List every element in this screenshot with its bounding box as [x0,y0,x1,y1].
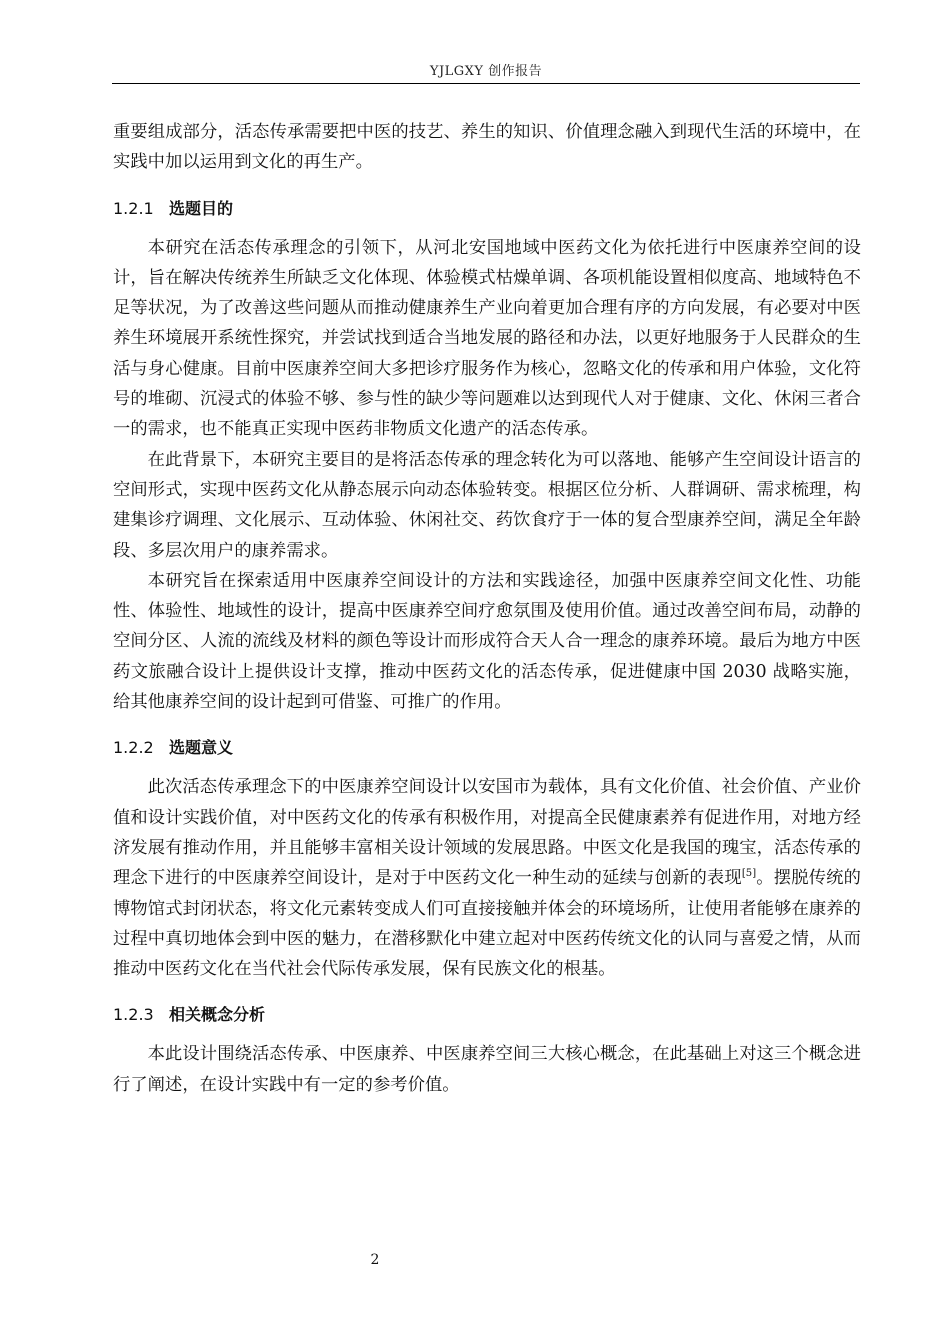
page-number: 2 [370,1252,380,1268]
paragraph-text: 。摆脱传统的博物馆式封闭状态，将文化元素转变成人们可直接接触并体会的环境场所，让使用者能够在康养的过程中真切地体会到中医的魅力，在潜移默化中建立起对中医药传统文化的认同与喜爱之情，从而推动中医药文化在当代社会代际传承发展，保有民族文化的根基。 [113,868,861,980]
paragraph-continued: 重要组成部分，活态传承需要把中医的技艺、养生的知识、价值理念融入到现代生活的环境中，在实践中加以运用到文化的再生产。 [113,122,861,173]
paragraph [113,772,861,984]
paragraph: 本研究在活态传承理念的引领下，从河北安国地域中医药文化为依托进行中医康养空间的设计，旨在解决传统养生所缺乏文化体现、体验模式枯燥单调、各项机能设置相似度高、地域特色不足等状况，为了改善这些问题从而推动健康养生产业向着更加合理有序的方向发展，有必要对中医养生环境展开系统性探究，并尝试找到适合当地发展的路径和办法，以更好地服务于人民群众的生活与身心健康。目前中医康养空间大多把诊疗服务作为核心，忽略文化的传承和用户体验，文化符号的堆砌、沉浸式的体验不够、参与性的缺少等问题难以达到现代人对于健康、文化、休闲三者合一的需求，也不能真正实现中医药非物质文化遗产的活态传承。 [113,237,861,440]
section-heading-1-2-2 [113,733,861,763]
section-heading-1-2-3 [113,1000,861,1030]
document-body [113,117,861,1100]
page-header: YJLGXY 创作报告 [429,64,543,79]
section-number: 1.2.3 [113,1005,154,1025]
citation-reference: [5] [741,868,757,880]
section-number: 1.2.2 [113,738,154,758]
paragraph: 本研究旨在探索适用中医康养空间设计的方法和实践途径，加强中医康养空间文化性、功能性、体验性、地域性的设计，提高中医康养空间疗愈氛围及使用价值。通过改善空间布局，动静的空间分区、人流的流线及材料的颜色等设计而形成符合天人合一理念的康养环境。最后为地方中医药文旅融合设计上提供设计支撑，推动中医药文化的活态传承，促进健康中国 2030 战略实施，给其他康养空间的设计起到可借鉴、可推广的作用。 [113,570,861,713]
section-title: 选题目的 [169,198,234,218]
section-heading-1-2-1 [113,194,861,224]
header-rule [112,83,860,84]
section-number: 1.2.1 [113,198,154,218]
paragraph-text: 此次活态传承理念下的中医康养空间设计以安国市为载体，具有文化价值、社会价值、产业价值和设计实践价值，对中医药文化的传承有积极作用，对提高全民健康素养有促进作用，对地方经济发展有推动作用，并且能够丰富相关设计领域的发展思路。中医文化是我国的瑰宝，活态传承的理念下进行的中医康养空间设计，是对于中医药文化一种生动的延续与创新的表现 [113,777,861,889]
section-title: 相关概念分析 [169,1005,266,1025]
paragraph: 本此设计围绕活态传承、中医康养、中医康养空间三大核心概念，在此基础上对这三个概念进行了阐述，在设计实践中有一定的参考价值。 [113,1044,861,1095]
paragraph: 在此背景下，本研究主要目的是将活态传承的理念转化为可以落地、能够产生空间设计语言的空间形式，实现中医药文化从静态展示向动态体验转变。根据区位分析、人群调研、需求梳理，构建集诊疗调理、文化展示、互动体验、休闲社交、药饮食疗于一体的复合型康养空间，满足全年龄段、多层次用户的康养需求。 [113,449,861,561]
section-title: 选题意义 [169,738,234,758]
